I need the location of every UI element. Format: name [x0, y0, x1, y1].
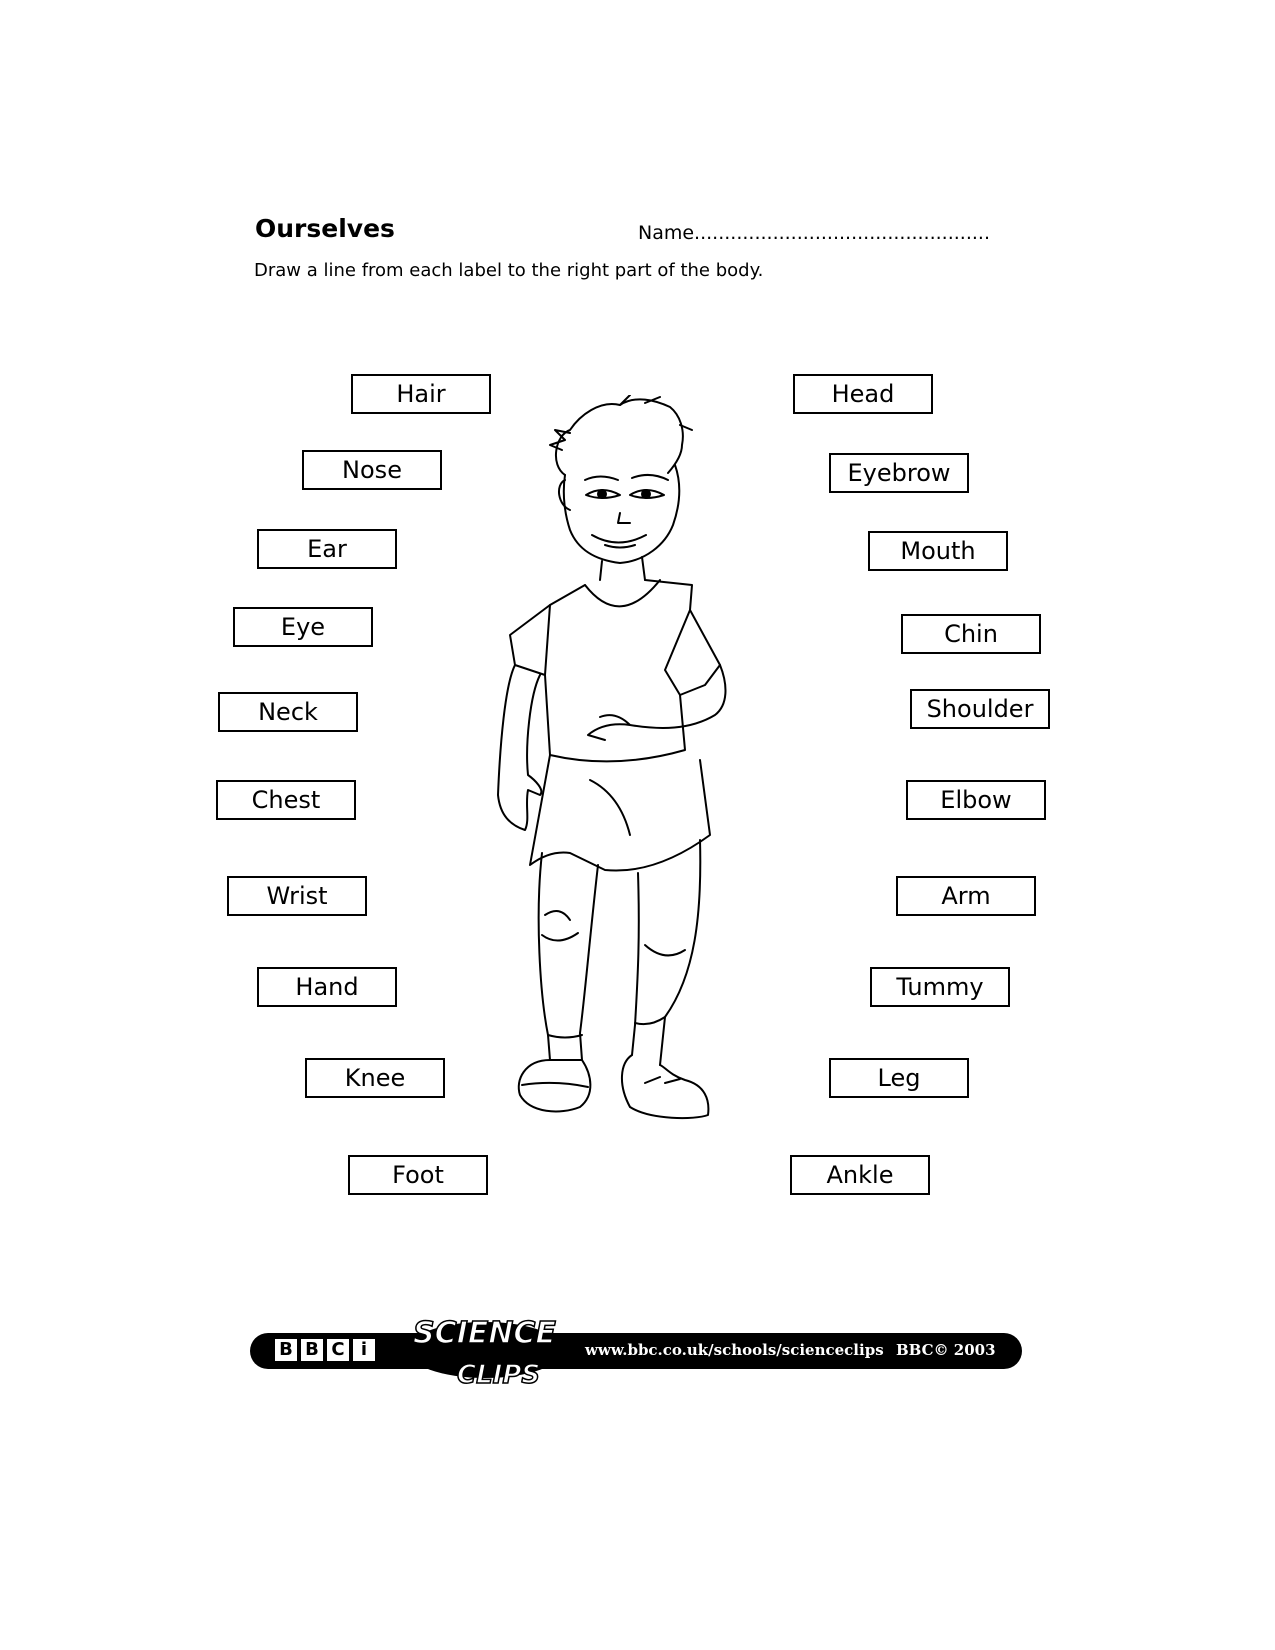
leg-left — [539, 853, 598, 1060]
eyebrow-left — [585, 477, 618, 481]
label-nose — [302, 450, 442, 490]
label-text: Leg — [877, 1064, 921, 1092]
label-text: Arm — [941, 882, 991, 910]
leg-right — [632, 840, 700, 1065]
label-text: Elbow — [940, 786, 1012, 814]
bbci-letter: B — [275, 1339, 297, 1361]
label-text: Tummy — [896, 973, 984, 1001]
label-wrist — [227, 876, 367, 916]
foot-right — [622, 1055, 708, 1118]
label-shoulder — [910, 689, 1050, 729]
sleeve-right-line — [665, 610, 690, 695]
label-text: Knee — [344, 1064, 406, 1092]
arm-right — [588, 665, 725, 740]
label-text: Wrist — [266, 882, 328, 910]
label-text: Chest — [251, 786, 321, 814]
label-text: Eye — [280, 613, 326, 641]
logo-science-text: SCIENCE — [413, 1316, 556, 1351]
label-arm — [896, 876, 1036, 916]
footer-copyright: BBC© 2003 — [896, 1341, 996, 1359]
bbci-letter: B — [301, 1339, 323, 1361]
knee-left — [542, 911, 578, 941]
knee-right — [645, 945, 685, 955]
sleeve-left-line — [545, 605, 550, 675]
label-knee — [305, 1058, 445, 1098]
label-text: Shoulder — [926, 695, 1034, 723]
label-text: Nose — [342, 456, 402, 484]
hair-outline — [556, 399, 683, 475]
label-eyebrow — [829, 453, 969, 493]
label-text: Chin — [944, 620, 998, 648]
label-head — [793, 374, 933, 414]
mouth — [592, 535, 646, 548]
worksheet-title: Ourselves — [255, 214, 395, 243]
label-text: Neck — [258, 698, 318, 726]
shirt — [510, 580, 720, 761]
label-ankle — [790, 1155, 930, 1195]
label-tummy — [870, 967, 1010, 1007]
bbci-logo — [275, 1339, 375, 1361]
label-elbow — [906, 780, 1046, 820]
label-chin — [901, 614, 1041, 654]
bbci-letter: i — [353, 1339, 375, 1361]
label-hand — [257, 967, 397, 1007]
shorts-fold — [590, 780, 630, 835]
boy-figure-illustration — [470, 395, 760, 1185]
shorts — [530, 755, 710, 871]
label-text: Mouth — [900, 537, 976, 565]
label-text: Ear — [307, 535, 347, 563]
label-foot — [348, 1155, 488, 1195]
collar — [585, 580, 660, 606]
label-mouth — [868, 531, 1008, 571]
label-text: Foot — [392, 1161, 444, 1189]
hair-strands — [550, 395, 692, 450]
label-text: Head — [831, 380, 895, 408]
foot-left — [519, 1060, 591, 1111]
bbci-letter: C — [327, 1339, 349, 1361]
eyebrow-right — [632, 475, 668, 480]
sock-left — [548, 1035, 582, 1038]
label-text: Hair — [396, 380, 446, 408]
label-neck — [218, 692, 358, 732]
label-text: Ankle — [826, 1161, 894, 1189]
arm-left — [498, 665, 541, 830]
label-text: Eyebrow — [847, 459, 951, 487]
nose — [618, 513, 630, 523]
sock-right — [635, 1017, 665, 1024]
name-line: Name................................................. — [638, 222, 990, 244]
label-ear — [257, 529, 397, 569]
label-text: Hand — [295, 973, 359, 1001]
instructions: Draw a line from each label to the right part of the body. — [254, 260, 764, 281]
label-leg — [829, 1058, 969, 1098]
footer-url: www.bbc.co.uk/schools/scienceclips — [585, 1341, 884, 1359]
logo-clips-text: CLIPS — [457, 1360, 541, 1390]
label-chest — [216, 780, 356, 820]
label-eye — [233, 607, 373, 647]
science-clips-logo — [405, 1305, 565, 1395]
